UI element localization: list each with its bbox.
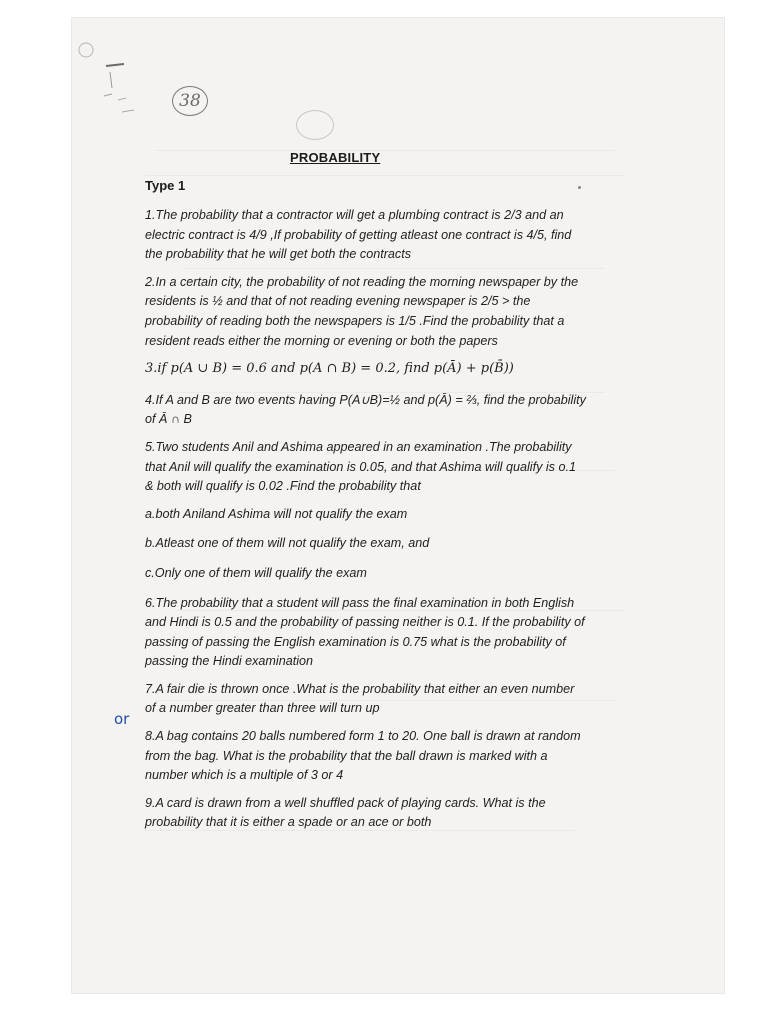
question-line: b.Atleast one of them will not qualify the exam, and xyxy=(145,536,430,551)
question-line: of a number greater than three will turn up xyxy=(145,701,380,716)
document-title: PROBABILITY xyxy=(290,150,381,165)
question-3 xyxy=(145,359,615,379)
question-7 xyxy=(145,680,615,719)
question-line: 5.Two students Anil and Ashima appeared in an examination .The probability xyxy=(145,439,572,454)
question-1 xyxy=(145,206,615,265)
question-line: number which is a multiple of 3 or 4 xyxy=(145,768,344,783)
question-line: resident reads either the morning or evening or both the papers xyxy=(145,333,498,348)
question-line: and Hindi is 0.5 and the probability of passing neither is 0.1. If the probability of xyxy=(145,615,585,630)
question-line: & both will qualify is 0.02 .Find the probability that xyxy=(145,479,421,494)
page-number-circle: 38 xyxy=(172,86,208,116)
question-5a xyxy=(145,505,615,525)
question-5c xyxy=(145,564,615,584)
stray-mark xyxy=(578,186,581,189)
question-line: probability of reading both the newspapers is 1/5 .Find the probability that a xyxy=(145,313,565,328)
question-line: the probability that he will get both the contracts xyxy=(145,247,412,262)
question-line: a.both Aniland Ashima will not qualify the exam xyxy=(145,506,408,521)
question-line: 2.In a certain city, the probability of not reading the morning newspaper by the xyxy=(145,274,579,289)
question-line: passing the Hindi examination xyxy=(145,654,314,669)
question-2 xyxy=(145,273,615,351)
question-line: that Anil will qualify the examination is 0.05, and that Ashima will qualify is o.1 xyxy=(145,459,576,474)
handwritten-or-note: or xyxy=(114,710,130,728)
question-line: 9.A card is drawn from a well shuffled pack of playing cards. What is the xyxy=(145,795,546,810)
question-line: of Ā ∩ B xyxy=(145,412,192,427)
faint-circle-mark xyxy=(296,110,334,140)
question-line: from the bag. What is the probability that the ball drawn is marked with a xyxy=(145,748,548,763)
question-line: passing of passing the English examination is 0.75 what is the probability of xyxy=(145,634,566,649)
section-heading: Type 1 xyxy=(145,178,186,193)
question-line: c.Only one of them will qualify the exam xyxy=(145,565,367,580)
question-line: 8.A bag contains 20 balls numbered form 1 to 20. One ball is drawn at random xyxy=(145,729,581,744)
question-4 xyxy=(145,391,615,430)
question-5b xyxy=(145,534,615,554)
question-list xyxy=(145,206,615,841)
question-line: 6.The probability that a student will pass the final examination in both English xyxy=(145,595,575,610)
question-line: electric contract is 4/9 ,If probability of getting atleast one contract is 4/5, find xyxy=(145,227,572,242)
question-line: probability that it is either a spade or an ace or both xyxy=(145,815,432,830)
question-line: 3.if p(A ∪ B) = 0.6 and p(A ∩ B) = 0.2, find p(Ā) + p(B̄)) xyxy=(145,361,514,377)
question-line: 4.If A and B are two events having P(A∪B)=½ and p(Ā) = ⅔, find the probability xyxy=(145,392,586,407)
question-5 xyxy=(145,438,615,497)
question-line: 7.A fair die is thrown once .What is the probability that either an even number xyxy=(145,681,575,696)
margin-pencil-marks xyxy=(0,0,140,140)
question-line: 1.The probability that a contractor will get a plumbing contract is 2/3 and an xyxy=(145,208,564,222)
question-line: residents is ½ and that of not reading evening newspaper is 2/5 > the xyxy=(145,294,531,309)
question-9 xyxy=(145,794,615,833)
question-6 xyxy=(145,594,615,672)
question-8 xyxy=(145,727,615,786)
